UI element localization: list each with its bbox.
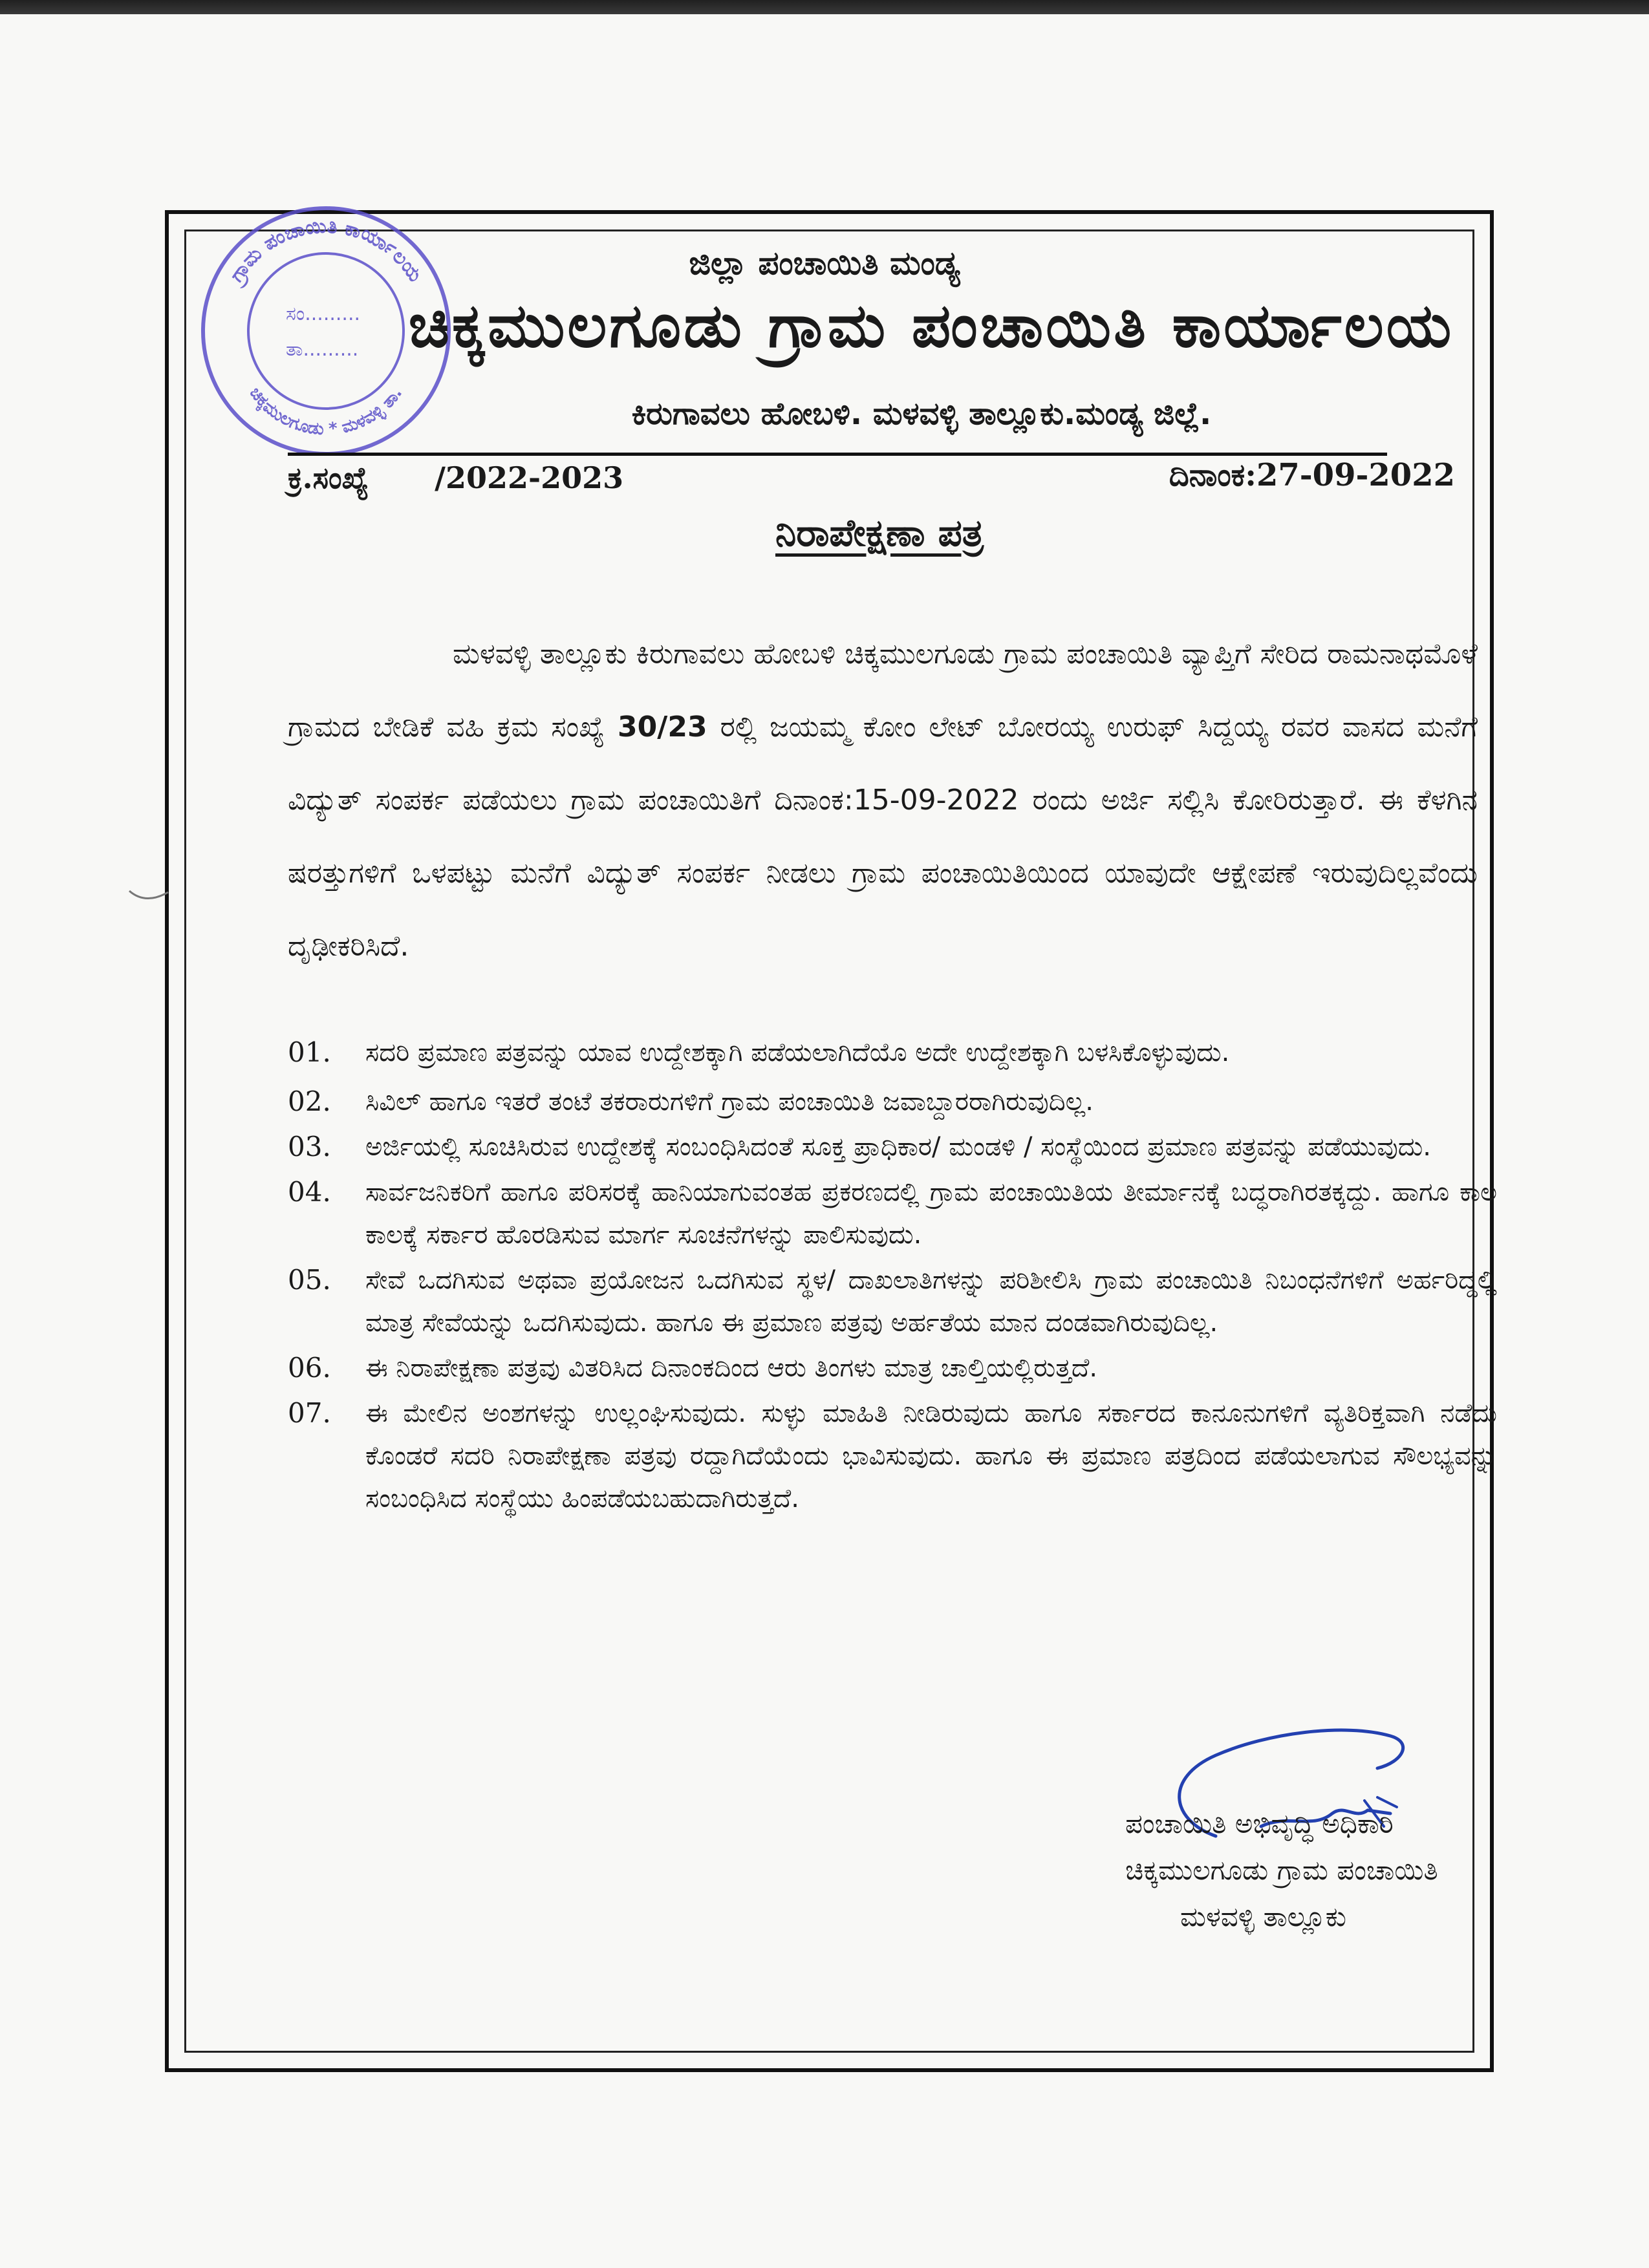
demand-register-number: 30/23: [618, 711, 707, 744]
list-item: [288, 1259, 1497, 1344]
condition-text: ಸಾರ್ವಜನಿಕರಿಗೆ ಹಾಗೂ ಪರಿಸರಕ್ಕೆ ಹಾನಿಯಾಗುವಂತಹ ಪ್ರಕರಣದಲ್ಲಿ ಗ್ರಾಮ ಪಂಚಾಯಿತಿಯ ತೀರ್ಮಾನಕ್ಕೆ ಬದ್ಧರಾಗಿರತಕ್ಕದ್ದು. ಹಾಗೂ ಕಾಲ ಕಾಲಕ್ಕೆ ಸರ್ಕಾರ ಹೊರಡಿಸುವ ಮಾರ್ಗ ಸೂಚನೆಗಳನ್ನು ಪಾಲಿಸುವುದು.: [365, 1177, 1497, 1250]
stamp-bottom-text: ಚಿಕ್ಕಮುಲಗೂಡು * ಮಳವಳ್ಳಿ ತಾ.: [245, 383, 407, 440]
condition-text: ಈ ನಿರಾಪೇಕ್ಷಣಾ ಪತ್ರವು ವಿತರಿಸಿದ ದಿನಾಂಕದಿಂದ ಆರು ತಿಂಗಳು ಮಾತ್ರ ಚಾಲ್ತಿಯಲ್ಲಿರುತ್ತದೆ.: [365, 1353, 1098, 1383]
list-item: [288, 1126, 1497, 1168]
district-line: ಜಿಲ್ಲಾ ಪಂಚಾಯಿತಿ ಮಂಡ್ಯ: [689, 244, 960, 282]
signatory-taluk: ಮಳವಳ್ಳಿ ತಾಲ್ಲೂಕು: [1180, 1901, 1346, 1932]
signatory-office: ಚಿಕ್ಕಮುಲಗೂಡು ಗ್ರಾಮ ಪಂಚಾಯಿತಿ: [1125, 1854, 1438, 1886]
list-item: [288, 1347, 1497, 1389]
condition-text: ಸಿವಿಲ್ ಹಾಗೂ ಇತರೆ ತಂಟೆ ತಕರಾರುಗಳಿಗೆ ಗ್ರಾಮ ಪಂಚಾಯಿತಿ ಜವಾಬ್ದಾರರಾಗಿರುವುದಿಲ್ಲ.: [365, 1087, 1094, 1117]
list-item: [288, 1080, 1497, 1123]
body-text-part-1: ಮಳವಳ್ಳಿ ತಾಲ್ಲೂಕು ಕಿರುಗಾವಲು ಹೋಬಳಿ ಚಿಕ್ಕಮುಲಗೂಡು ಗ್ರಾಮ ಪಂಚಾಯಿತಿ ವ್ಯಾಪ್ತಿಗೆ ಸೇರಿದ ರಾಮನಾಥಮೊಳೆ ಗ್ರಾಮದ ಬೇಡಿಕೆ ವಹಿ ಕ್ರಮ ಸಂಖ್ಯೆ: [288, 637, 1478, 744]
list-item: [288, 1031, 1497, 1074]
conditions-list: [288, 1031, 1497, 1523]
body-text-part-2: ರಲ್ಲಿ ಜಯಮ್ಮ ಕೋಂ ಲೇಟ್ ಬೋರಯ್ಯ ಉರುಫ್ ಸಿದ್ದಯ್ಯ ರವರ ವಾಸದ ಮನೆಗೆ ವಿದ್ಯುತ್ ಸಂಪರ್ಕ ಪಡೆಯಲು ಗ್ರಾಮ ಪಂಚಾಯಿತಿಗೆ ದಿನಾಂಕ:15-09-2022 ರಂದು ಅರ್ಜಿ ಸಲ್ಲಿಸಿ ಕೋರಿರುತ್ತಾರೆ. ಈ ಕೆಳಗಿನ ಷರತ್ತುಗಳಿಗೆ ಒಳಪಟ್ಟು ಮನೆಗೆ ವಿದ್ಯುತ್ ಸಂಪರ್ಕ ನೀಡಲು ಗ್ರಾಮ ಪಂಚಾಯಿತಿಯಿಂದ ಯಾವುದೇ ಆಕ್ಷೇಪಣೆ ಇರುವುದಿಲ್ಲವೆಂದು ದೃಢೀಕರಿಸಿದೆ.: [288, 711, 1478, 963]
document-date: ದಿನಾಂಕ:27-09-2022: [1169, 457, 1455, 493]
signatory-block: [1125, 1801, 1487, 1940]
punch-hole-mark: [126, 886, 171, 905]
condition-text: ಈ ಮೇಲಿನ ಅಂಶಗಳನ್ನು ಉಲ್ಲಂಘಿಸುವುದು. ಸುಳ್ಳು ಮಾಹಿತಿ ನೀಡಿರುವುದು ಹಾಗೂ ಸರ್ಕಾರದ ಕಾನೂನುಗಳಿಗೆ ವ್ಯತಿರಿಕ್ತವಾಗಿ ನಡೆದು ಕೊಂಡರೆ ಸದರಿ ನಿರಾಪೇಕ್ಷಣಾ ಪತ್ರವು ರದ್ದಾಗಿದೆಯೆಂದು ಭಾವಿಸುವುದು. ಹಾಗೂ ಈ ಪ್ರಮಾಣ ಪತ್ರದಿಂದ ಪಡೆಯಲಾಗುವ ಸೌಲಭ್ಯವನ್ನು ಸಂಬಂಧಿಸಿದ ಸಂಸ್ಥೆಯು ಹಿಂಪಡೆಯಬಹುದಾಗಿರುತ್ತದೆ.: [365, 1398, 1497, 1514]
reference-label: ಕ್ರ.ಸಂಖ್ಯೆ: [288, 460, 369, 495]
office-title: ಚಿಕ್ಕಮುಲಗೂಡು ಗ್ರಾಮ ಪಂಚಾಯಿತಿ ಕಾರ್ಯಾಲಯ: [408, 291, 1454, 361]
office-address: ಕಿರುಗಾವಲು ಹೋಬಳಿ. ಮಳವಳ್ಳಿ ತಾಲ್ಲೂಕು.ಮಂಡ್ಯ ಜಿಲ್ಲೆ.: [631, 396, 1212, 432]
condition-number: 07.: [288, 1397, 331, 1429]
body-paragraph: [288, 617, 1478, 983]
stamp-center-text-2: ತಾ.........: [286, 338, 359, 361]
signatory-designation: ಪಂಚಾಯಿತಿ ಅಭಿವೃದ್ಧಿ ಅಧಿಕಾರಿ: [1125, 1808, 1394, 1839]
condition-number: 01.: [288, 1036, 331, 1068]
condition-number: 02.: [288, 1086, 331, 1117]
stamp-top-text: ಗ್ರಾಮ ಪಂಚಾಯಿತಿ ಕಾರ್ಯಾಲಯ: [225, 215, 427, 286]
condition-number: 03.: [288, 1131, 331, 1162]
scan-top-edge: [0, 0, 1649, 14]
list-item: [288, 1171, 1497, 1256]
condition-text: ಸೇವೆ ಒದಗಿಸುವ ಅಥವಾ ಪ್ರಯೋಜನ ಒದಗಿಸುವ ಸ್ಥಳ/ ದಾಖಲಾತಿಗಳನ್ನು ಪರಿಶೀಲಿಸಿ ಗ್ರಾಮ ಪಂಚಾಯಿತಿ ನಿಬಂಧನೆಗಳಿಗೆ ಅರ್ಹರಿದ್ದಲ್ಲಿ ಮಾತ್ರ ಸೇವೆಯನ್ನು ಒದಗಿಸುವುದು. ಹಾಗೂ ಈ ಪ್ರಮಾಣ ಪತ್ರವು ಅರ್ಹತೆಯ ಮಾನ ದಂಡವಾಗಿರುವುದಿಲ್ಲ.: [365, 1265, 1497, 1338]
reference-number: [288, 460, 623, 497]
condition-text: ಅರ್ಜಿಯಲ್ಲಿ ಸೂಚಿಸಿರುವ ಉದ್ದೇಶಕ್ಕೆ ಸಂಬಂಧಿಸಿದಂತೆ ಸೂಕ್ತ ಪ್ರಾಧಿಕಾರ/ ಮಂಡಳಿ / ಸಂಸ್ಥೆಯಿಂದ ಪ್ರಮಾಣ ಪತ್ರವನ್ನು ಪಡೆಯುವುದು.: [365, 1132, 1432, 1162]
reference-value: /2022-2023: [435, 460, 624, 495]
header-divider: [288, 453, 1387, 456]
stamp-center-text: ಸಂ.........: [286, 303, 361, 325]
list-item: [288, 1392, 1497, 1520]
document-title: ನಿರಾಪೇಕ್ಷಣಾ ಪತ್ರ: [775, 511, 984, 555]
condition-number: 04.: [288, 1176, 331, 1208]
condition-number: 06.: [288, 1352, 331, 1384]
condition-number: 05.: [288, 1264, 331, 1296]
condition-text: ಸದರಿ ಪ್ರಮಾಣ ಪತ್ರವನ್ನು ಯಾವ ಉದ್ದೇಶಕ್ಕಾಗಿ ಪಡೆಯಲಾಗಿದೆಯೊ ಅದೇ ಉದ್ದೇಶಕ್ಕಾಗಿ ಬಳಸಿಕೊಳ್ಳುವುದು.: [365, 1038, 1230, 1067]
